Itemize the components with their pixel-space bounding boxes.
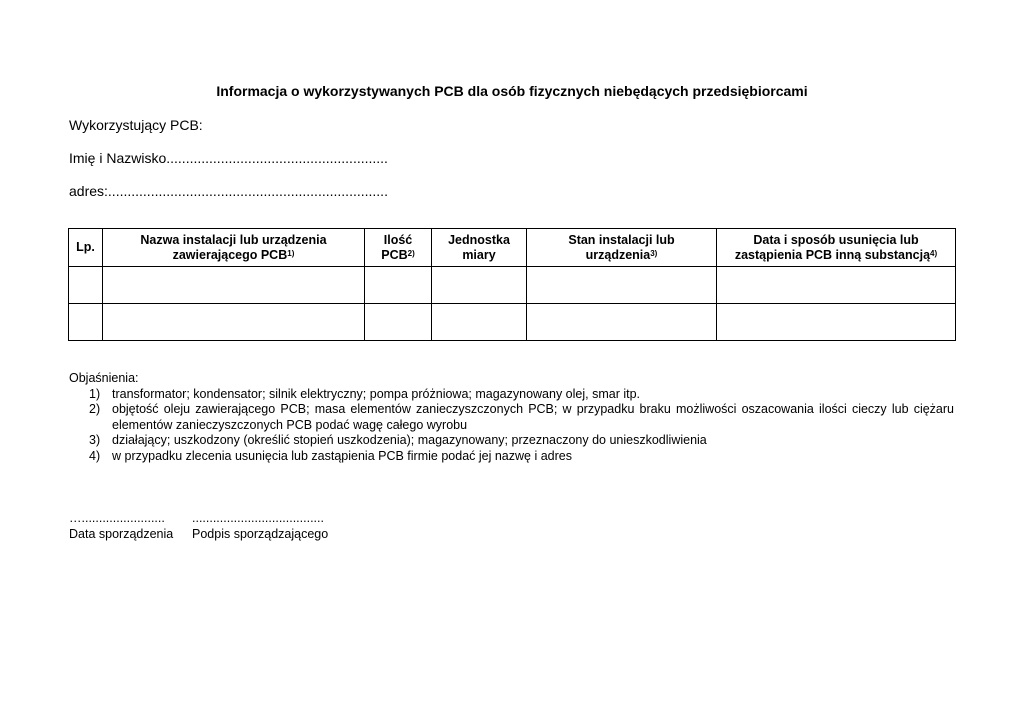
date-dots: …........................ <box>69 511 165 525</box>
footnote-ref: 4) <box>930 248 938 258</box>
col-header-lp <box>69 229 103 267</box>
col-header-unit <box>432 229 527 267</box>
table-cell[interactable] <box>103 304 365 341</box>
footnote-ref: 3) <box>650 248 658 258</box>
explanation-text: transformator; kondensator; silnik elektryczny; pompa próżniowa; magazynowany olej, smar itp. <box>112 386 641 401</box>
table-cell[interactable] <box>365 304 432 341</box>
explanation-number: 1) <box>89 386 101 401</box>
signature-block <box>192 511 328 542</box>
explanation-item <box>69 402 954 433</box>
table-cell[interactable] <box>717 304 956 341</box>
explanations-heading: Objaśnienia: <box>69 371 139 385</box>
table-header-row <box>69 229 956 267</box>
header-text: Jednostka miary <box>448 232 510 262</box>
table-row <box>69 304 956 341</box>
signature-label: Podpis sporządzającego <box>192 526 329 541</box>
col-header-removal <box>717 229 956 267</box>
user-label: Wykorzystujący PCB: <box>69 117 203 133</box>
explanation-text: działający; uszkodzony (określić stopień uszkodzenia); magazynowany; przeznaczony do unieszkodliwienia <box>112 433 707 447</box>
header-text: Lp. <box>76 240 95 254</box>
table-cell[interactable] <box>103 267 365 304</box>
table-cell[interactable] <box>432 267 527 304</box>
footnote-ref: 2) <box>407 248 415 258</box>
table-cell[interactable] <box>527 267 717 304</box>
explanation-item <box>69 433 954 449</box>
explanation-item <box>69 449 954 465</box>
header-text: Data i sposób usunięcia lub zastąpienia PCB inną substancją <box>734 232 931 262</box>
col-header-state <box>527 229 717 267</box>
date-signature-block <box>69 511 173 542</box>
date-label: Data sporządzenia <box>69 526 174 541</box>
table-cell[interactable] <box>69 267 103 304</box>
pcb-table <box>68 228 956 341</box>
explanation-text: w przypadku zlecenia usunięcia lub zastąpienia PCB firmie podać jej nazwę i adres <box>112 448 572 463</box>
table-cell[interactable] <box>527 304 717 341</box>
address-field-line: adres:........................................................................ <box>69 183 388 199</box>
explanation-number: 2) <box>89 402 101 416</box>
table-cell[interactable] <box>432 304 527 341</box>
explanation-number: 3) <box>89 433 101 447</box>
name-field-line: Imię i Nazwisko......................................................... <box>69 150 388 166</box>
header-text: Stan instalacji lub urządzenia <box>568 232 675 262</box>
explanation-number: 4) <box>89 448 101 463</box>
col-header-name <box>103 229 365 267</box>
col-header-quantity <box>365 229 432 267</box>
table-cell[interactable] <box>365 267 432 304</box>
header-text: Nazwa instalacji lub urządzenia zawierającego PCB <box>140 232 327 262</box>
header-text: Ilość PCB <box>381 232 413 262</box>
table-cell[interactable] <box>717 267 956 304</box>
footnote-ref: 1) <box>287 248 295 258</box>
explanation-text: objętość oleju zawierającego PCB; masa elementów zanieczyszczonych PCB; w przypadku braku możliwości oszacowania ilości cieczy lub ciężaru elementów zanieczyszczonych PCB podać wagę całego wyrobu <box>112 402 954 432</box>
explanations-list <box>69 387 954 465</box>
table-row <box>69 267 956 304</box>
document-title: Informacja o wykorzystywanych PCB dla osób fizycznych niebędących przedsiębiorcami <box>216 83 808 99</box>
table-cell[interactable] <box>69 304 103 341</box>
explanations-section <box>69 371 954 464</box>
explanation-item <box>69 387 954 403</box>
signature-dots: ...................................... <box>192 511 324 525</box>
